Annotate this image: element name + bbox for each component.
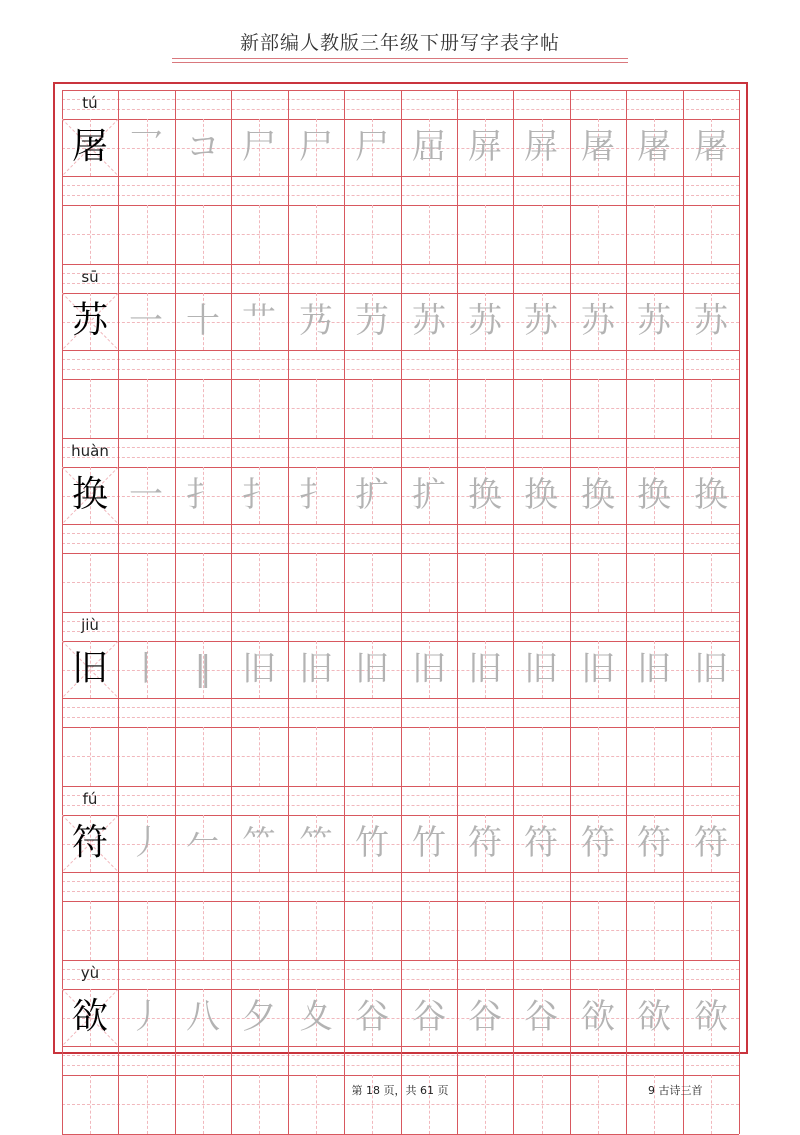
stroke-step-character: 谷 [468,997,502,1037]
stroke-step-character: 扌 [242,475,276,515]
stroke-step-character: 一 [129,475,163,515]
stroke-step-character: 艹 [242,301,276,341]
stroke-step-character: 𠂉 [186,823,220,863]
stroke-step-character: 十 [186,301,220,341]
stroke-step-character: コ [186,127,220,167]
stroke-step-character: 谷 [412,997,446,1037]
practice-cell [626,379,682,438]
practice-cell [118,727,174,786]
lesson-label: 9 古诗三首 [648,1084,703,1097]
practice-cell [457,553,513,612]
practice-cell [62,727,118,786]
practice-cell [401,727,457,786]
stroke-step-character: 丿 [129,997,163,1037]
model-character: 换 [71,474,108,515]
stroke-step-character: 丨 [129,649,163,689]
stroke-step-character: 旧 [468,649,502,689]
model-character: 符 [71,822,108,863]
practice-cell [626,901,682,960]
practice-cell [288,901,344,960]
grid-column-line [739,264,740,438]
stroke-step-character: 符 [468,823,502,863]
practice-cell [457,727,513,786]
practice-cell [175,901,231,960]
practice-cell [288,379,344,438]
practice-cell [401,901,457,960]
stroke-step-character: 苏 [412,301,446,341]
practice-cell [62,553,118,612]
practice-cell [288,553,344,612]
practice-cell [344,205,400,264]
practice-cell [457,205,513,264]
stroke-step-character: ‖ [194,649,212,689]
practice-cell [683,553,739,612]
stroke-step-character: 欲 [637,997,671,1037]
stroke-step-character: 屏 [468,127,502,167]
stroke-step-character: 屏 [524,127,558,167]
pinyin-label: jiù [81,616,99,634]
practice-cell [570,553,626,612]
stroke-step-character: 屈 [412,127,446,167]
practice-row [62,438,739,612]
practice-cell [175,205,231,264]
practice-cell [513,205,569,264]
practice-cell [401,205,457,264]
practice-cell [570,205,626,264]
pinyin-label: yù [80,964,100,982]
practice-cell [288,205,344,264]
stroke-step-character: 扌 [299,475,333,515]
practice-cell [175,727,231,786]
stroke-step-character: 八 [186,997,220,1037]
practice-cell [344,379,400,438]
practice-cell [62,205,118,264]
practice-cell [570,379,626,438]
pinyin-label: tú [82,94,98,112]
stroke-step-character: 符 [694,823,728,863]
stroke-step-character: 竹 [412,823,446,863]
stroke-step-character: 苏 [468,301,502,341]
practice-cell [62,379,118,438]
practice-cell [175,379,231,438]
stroke-step-character: 换 [637,475,671,515]
stroke-step-character: 芀 [355,301,389,341]
stroke-step-character: 旧 [694,649,728,689]
page-title: 新部编人教版三年级下册写字表字帖 [239,32,560,54]
stroke-step-character: 欲 [694,997,728,1037]
model-character: 旧 [71,648,108,689]
stroke-step-character: 旧 [299,649,333,689]
stroke-step-character: 符 [524,823,558,863]
practice-cell [118,901,174,960]
stroke-step-character: 旧 [242,649,276,689]
stroke-step-character: 旧 [355,649,389,689]
practice-cell [231,379,287,438]
grid-column-line [739,438,740,612]
practice-cell [513,901,569,960]
stroke-step-character: 扩 [412,475,446,515]
practice-grid [62,90,739,1046]
practice-cell [626,553,682,612]
practice-row [62,786,739,960]
practice-cell [513,727,569,786]
practice-cell [683,901,739,960]
practice-cell [231,553,287,612]
practice-row [62,264,739,438]
grid-column-line [739,90,740,264]
practice-cell [457,901,513,960]
practice-cell [288,727,344,786]
stroke-step-character: 旧 [524,649,558,689]
practice-cell [570,901,626,960]
stroke-step-character: 艿 [299,301,333,341]
stroke-step-character: 符 [637,823,671,863]
stroke-step-character: 苏 [524,301,558,341]
title-underline [172,58,628,63]
practice-cell [683,379,739,438]
stroke-step-character: 换 [524,475,558,515]
pinyin-label: huàn [71,442,109,460]
practice-cell [231,727,287,786]
stroke-step-character: 夕 [242,997,276,1037]
practice-cell [175,553,231,612]
stroke-step-character: 乛 [129,127,163,167]
practice-row [62,960,739,1134]
practice-cell [570,727,626,786]
stroke-step-character: 尸 [355,127,389,167]
grid-column-line [739,786,740,960]
stroke-step-character: 谷 [524,997,558,1037]
stroke-step-character: 尸 [299,127,333,167]
grid-column-line [739,960,740,1134]
practice-cell [118,379,174,438]
practice-cell [344,727,400,786]
practice-cell [457,379,513,438]
grid-column-line [739,612,740,786]
practice-cell [626,727,682,786]
stroke-step-character: 谷 [355,997,389,1037]
stroke-step-character: 旧 [637,649,671,689]
practice-row [62,612,739,786]
pinyin-label: fú [82,790,98,808]
practice-cell [683,727,739,786]
stroke-step-character: 丿 [129,823,163,863]
model-character: 苏 [71,300,108,341]
stroke-step-character: 扌 [186,475,220,515]
stroke-step-character: 竹 [355,823,389,863]
practice-cell [626,205,682,264]
stroke-step-character: 扩 [355,475,389,515]
stroke-step-character: 一 [129,301,163,341]
stroke-step-character: 屠 [694,127,728,167]
practice-cell [401,379,457,438]
stroke-step-character: 屠 [637,127,671,167]
stroke-step-character: 欲 [581,997,615,1037]
stroke-step-character: 屠 [581,127,615,167]
practice-row [62,90,739,264]
pinyin-label: sū [81,268,99,286]
practice-cell [344,553,400,612]
practice-cell [231,901,287,960]
practice-cell [683,205,739,264]
stroke-step-character: 尸 [242,127,276,167]
practice-cell [62,901,118,960]
stroke-step-character: 夊 [299,997,333,1037]
stroke-step-character: 苏 [694,301,728,341]
practice-cell [118,205,174,264]
practice-cell [344,901,400,960]
page-number: 第 18 页，共 61 页 [351,1084,449,1097]
stroke-step-character: 符 [581,823,615,863]
stroke-step-character: 旧 [412,649,446,689]
stroke-step-character: ⺮ [299,823,333,863]
practice-cell [401,553,457,612]
model-character: 欲 [71,996,108,1037]
stroke-step-character: 苏 [637,301,671,341]
stroke-step-character: 旧 [581,649,615,689]
stroke-step-character: 换 [694,475,728,515]
practice-cell [513,379,569,438]
stroke-step-character: ⺮ [242,823,276,863]
stroke-step-character: 换 [468,475,502,515]
practice-cell [118,553,174,612]
stroke-step-character: 换 [581,475,615,515]
practice-cell [231,205,287,264]
stroke-step-character: 苏 [581,301,615,341]
practice-cell [513,553,569,612]
model-character: 屠 [71,126,108,167]
